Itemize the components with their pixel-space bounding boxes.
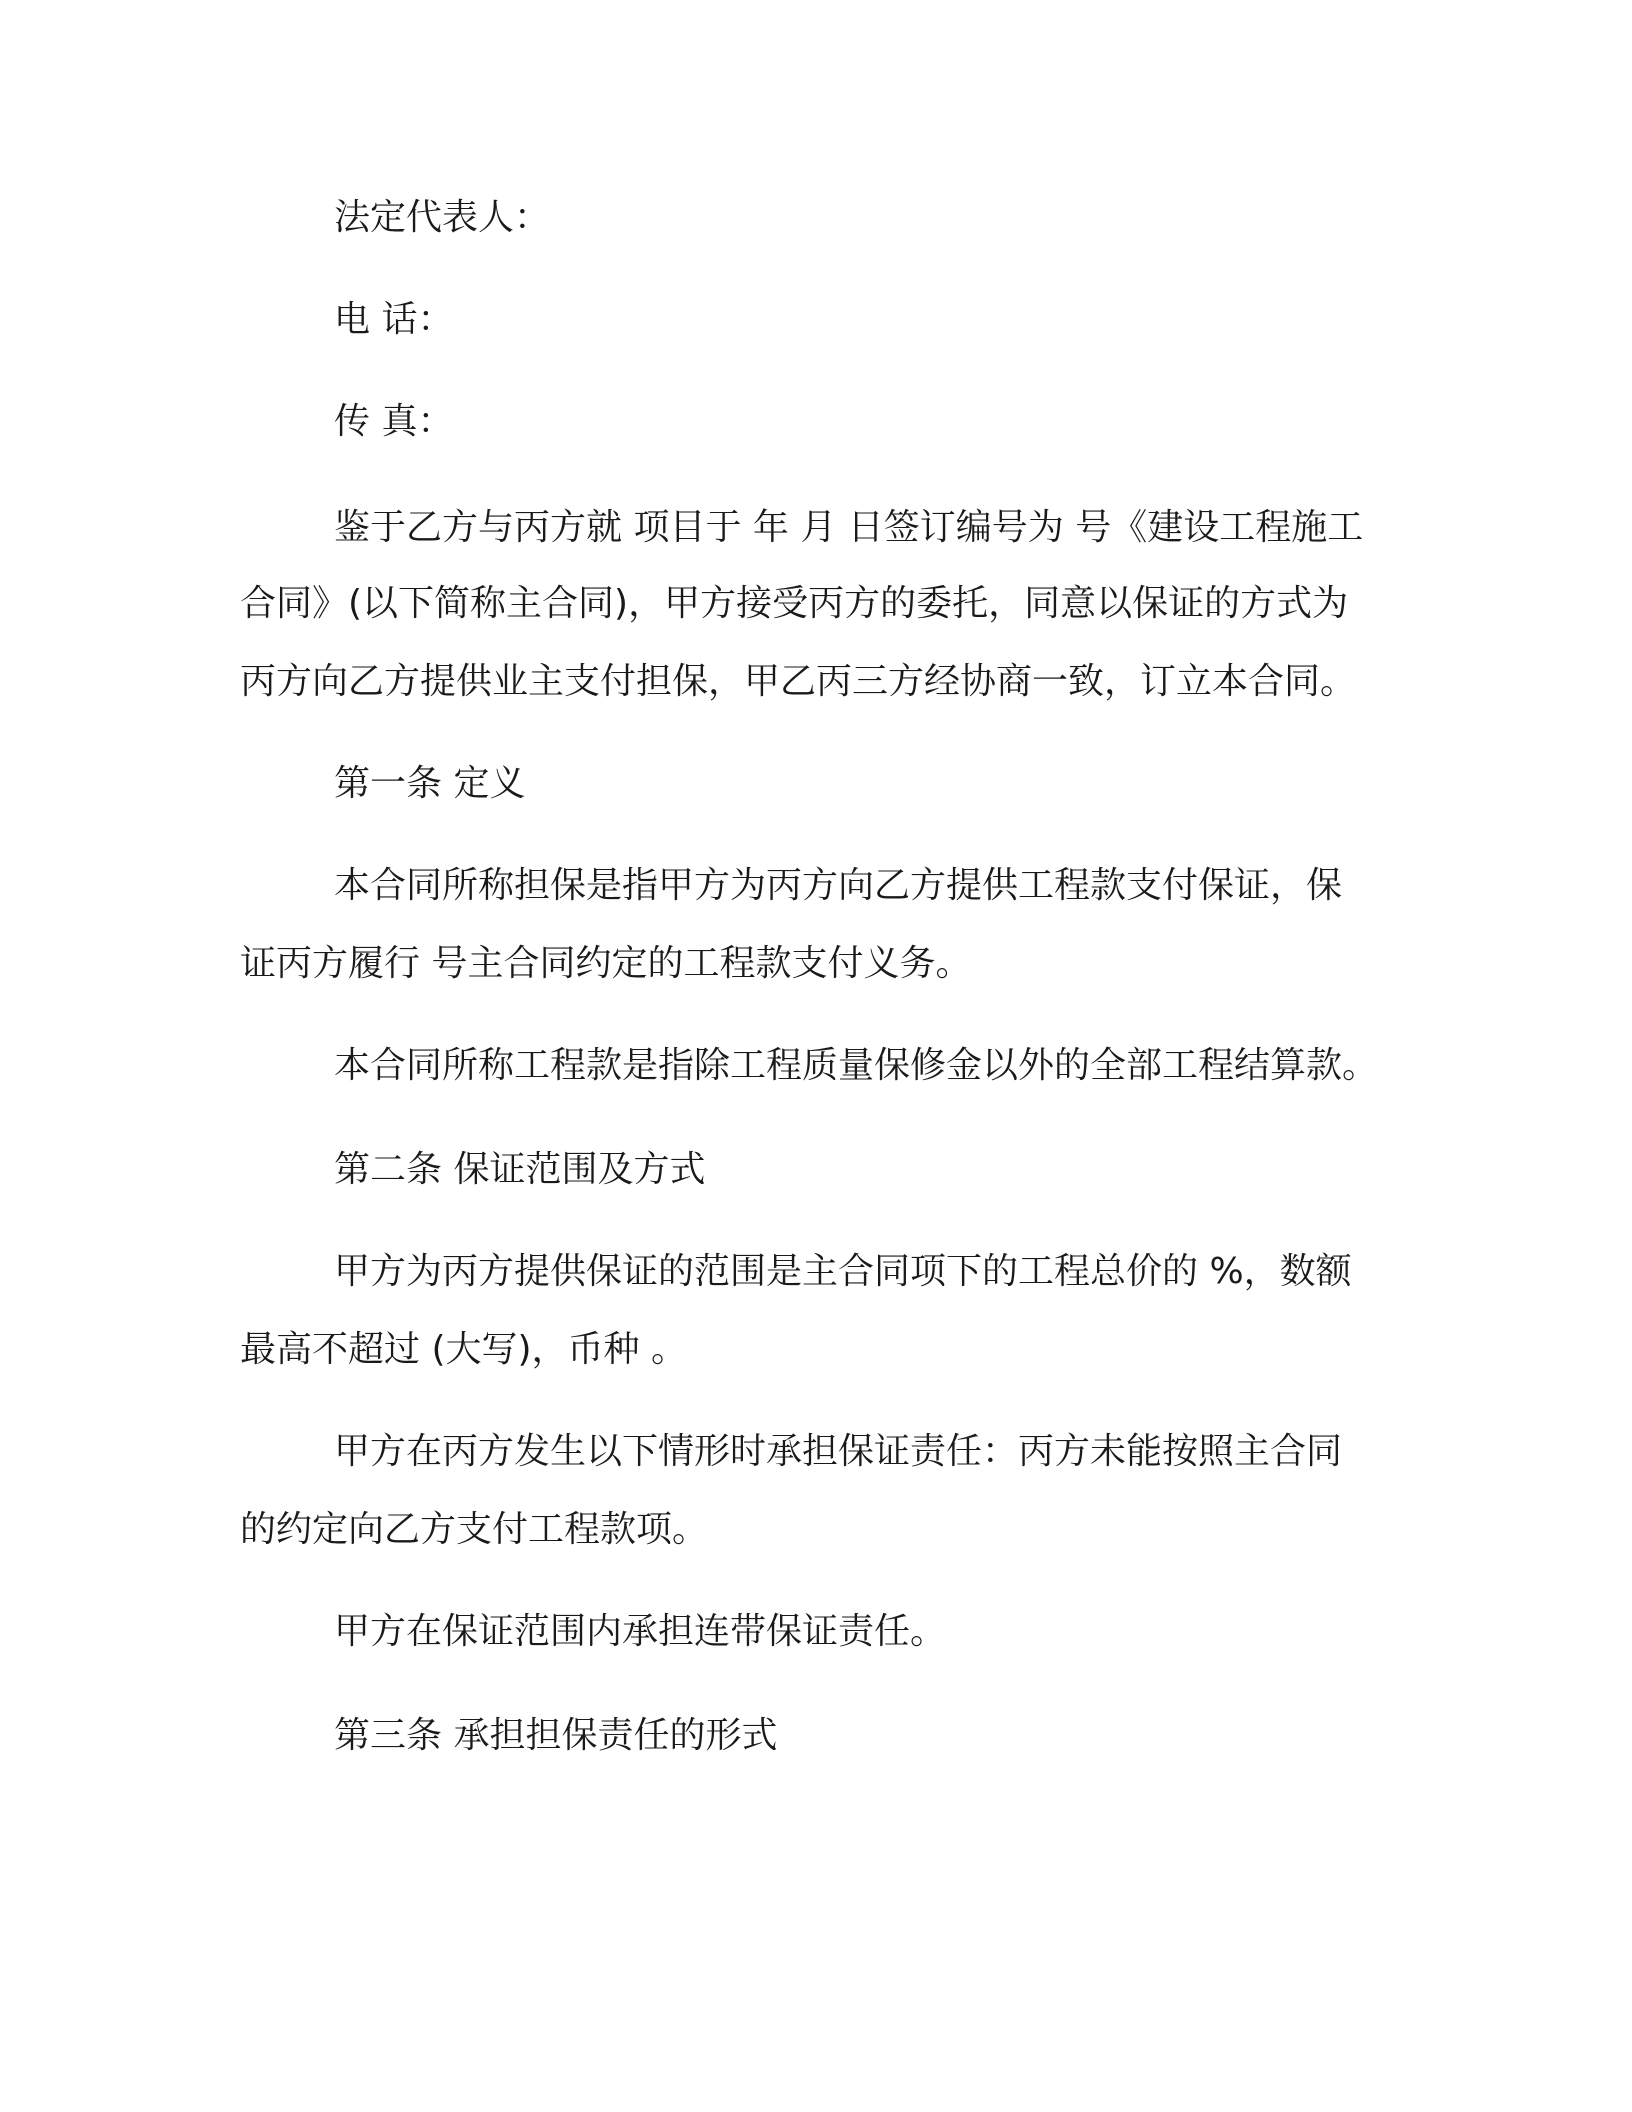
legal-representative-label: 法定代表人： (334, 197, 551, 238)
article-2-para-1-line-1: 甲方为丙方提供保证的范围是主合同项下的工程总价的 %，数额 (334, 1251, 1352, 1292)
article-2-para-2-line-2: 的约定向乙方支付工程款项。 (240, 1509, 709, 1550)
article-1-para-1-line-2: 证丙方履行 号主合同约定的工程款支付义务。 (240, 943, 972, 984)
article-1-para-1-line-1: 本合同所称担保是指甲方为丙方向乙方提供工程款支付保证，保 (334, 865, 1343, 906)
fax-label: 传 真： (334, 401, 454, 442)
article-2-para-3: 甲方在保证范围内承担连带保证责任。 (334, 1611, 947, 1652)
preamble-line-1: 鉴于乙方与丙方就 项目于 年 月 日签订编号为 号《建设工程施工 (334, 507, 1364, 548)
article-2-para-1-line-2: 最高不超过 (大写)，币种 。 (240, 1329, 687, 1370)
preamble-line-2: 合同》(以下简称主合同)，甲方接受丙方的委托，同意以保证的方式为 (240, 583, 1349, 624)
article-3-heading: 第三条 承担担保责任的形式 (334, 1715, 778, 1756)
article-1-para-2: 本合同所称工程款是指除工程质量保修金以外的全部工程结算款。 (334, 1045, 1379, 1086)
phone-label: 电 话： (334, 299, 454, 340)
article-1-heading: 第一条 定义 (334, 763, 526, 804)
article-2-para-2-line-1: 甲方在丙方发生以下情形时承担保证责任：丙方未能按照主合同 (334, 1431, 1343, 1472)
preamble-line-3: 丙方向乙方提供业主支付担保，甲乙丙三方经协商一致，订立本合同。 (240, 661, 1357, 702)
article-2-heading: 第二条 保证范围及方式 (334, 1149, 706, 1190)
